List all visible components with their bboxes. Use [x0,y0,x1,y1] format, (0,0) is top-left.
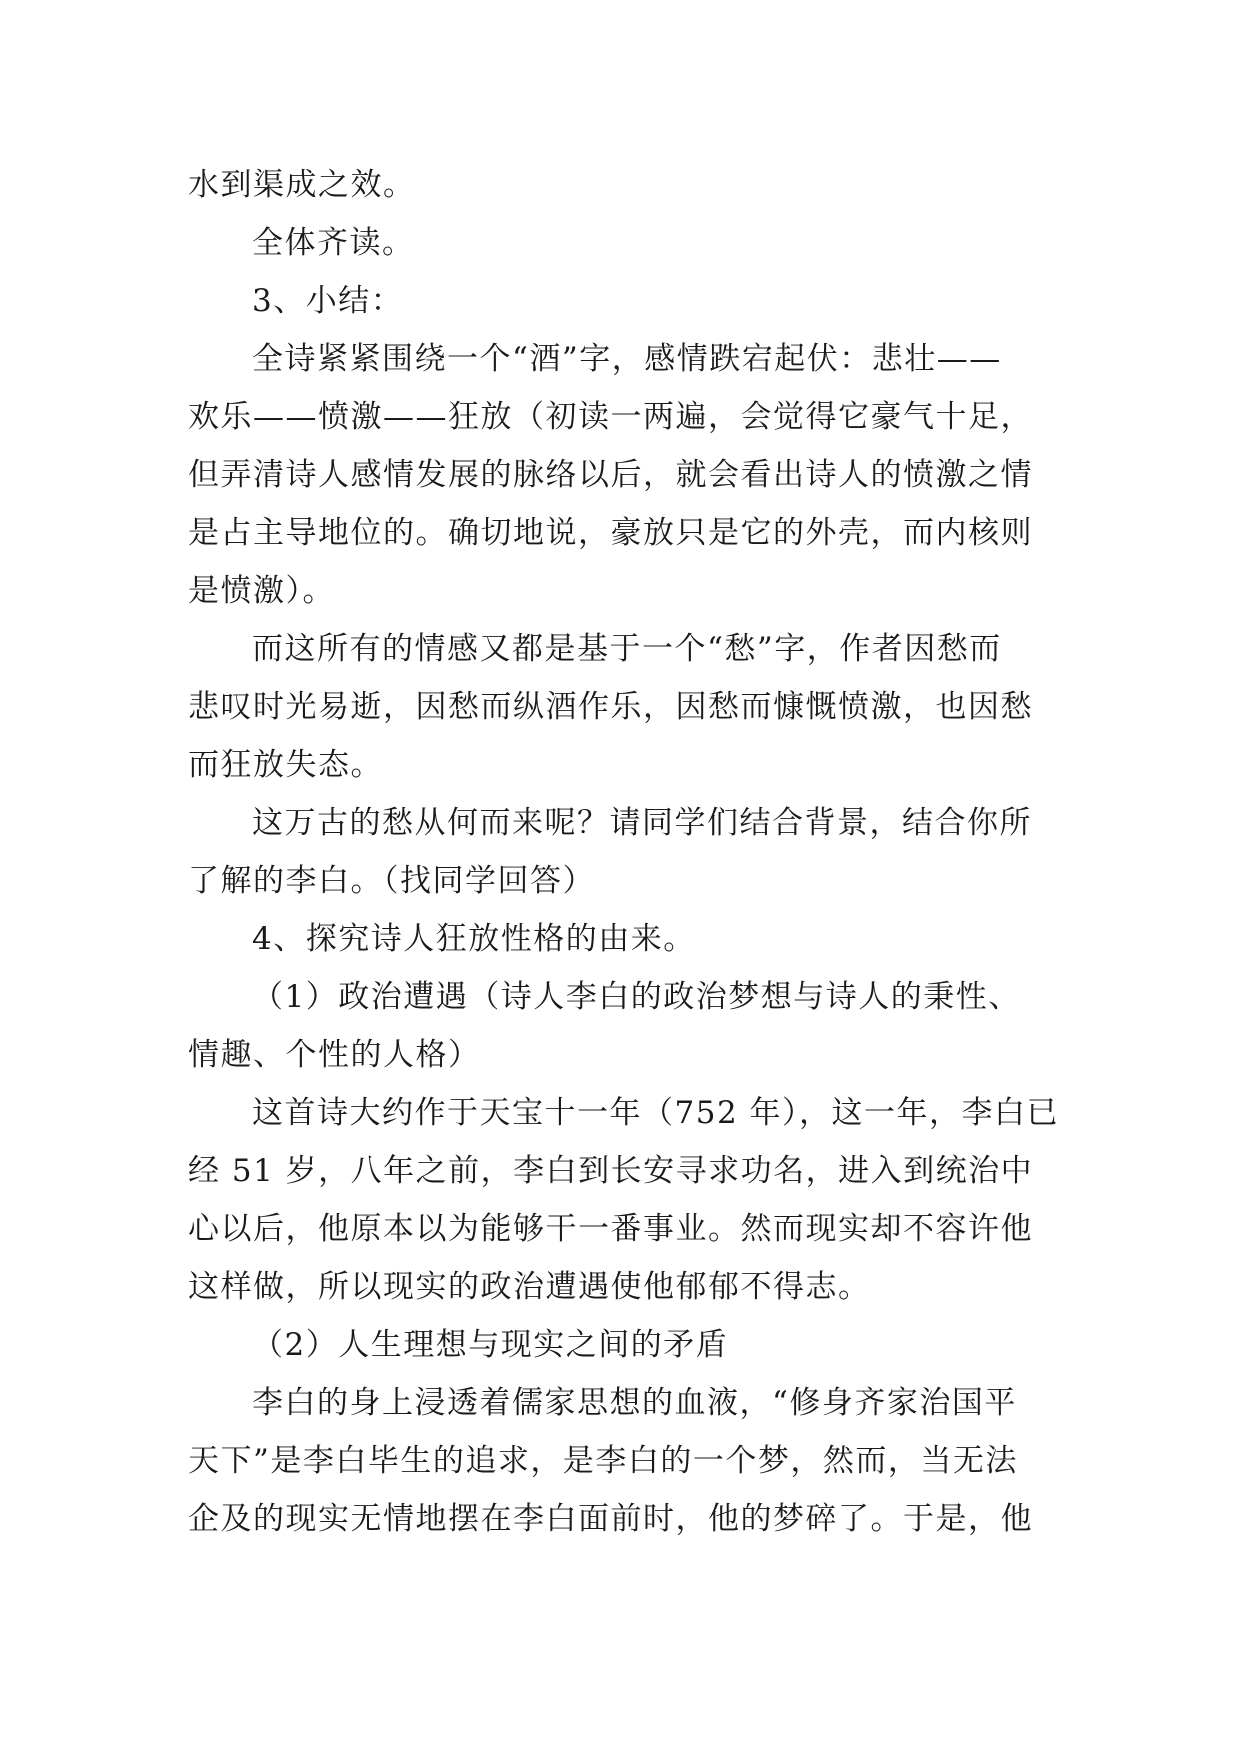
text-line: 欢乐——愤激——狂放（初读一两遍，会觉得它豪气十足， [188,399,1033,435]
text-line: 天下”是李白毕生的追求，是李白的一个梦，然而，当无法 [188,1443,1018,1479]
text-line: （2）人生理想与现实之间的矛盾 [252,1327,729,1363]
text-line: 悲叹时光易逝，因愁而纵酒作乐，因愁而慷慨愤激，也因愁 [188,689,1033,725]
text-line: 是占主导地位的。确切地说，豪放只是它的外壳，而内核则 [188,515,1033,551]
text-line: 情趣、个性的人格） [188,1037,481,1073]
text-line: 4、探究诗人狂放性格的由来。 [252,921,696,957]
text-line: 心以后，他原本以为能够干一番事业。然而现实却不容许他 [188,1211,1033,1247]
text-line: 是愤激）。 [188,573,335,609]
document-body [188,156,1068,1548]
text-line: 全诗紧紧围绕一个“酒”字，感情跌宕起伏：悲壮—— [252,341,1002,377]
text-line: 这万古的愁从何而来呢？请同学们结合背景，结合你所 [252,805,1032,841]
text-line: 这首诗大约作于天宝十一年（752 年），这一年，李白已 [252,1095,1060,1131]
text-line: 但弄清诗人感情发展的脉络以后，就会看出诗人的愤激之情 [188,457,1033,493]
text-line: 而这所有的情感又都是基于一个“愁”字，作者因愁而 [252,631,1002,667]
text-line: 全体齐读。 [252,225,415,261]
text-line: 企及的现实无情地摆在李白面前时，他的梦碎了。于是，他 [188,1501,1033,1537]
text-line: 水到渠成之效。 [188,167,416,203]
text-line: 3、小结： [252,283,404,319]
text-line: 而狂放失态。 [188,747,383,783]
text-line: 李白的身上浸透着儒家思想的血液，“修身齐家治国平 [252,1385,1017,1421]
text-line: 经 51 岁，八年之前，李白到长安寻求功名，进入到统治中 [188,1153,1034,1189]
text-line: 了解的李白。（找同学回答） [188,863,595,899]
text-line: 这样做，所以现实的政治遭遇使他郁郁不得志。 [188,1269,871,1305]
text-line: （1）政治遭遇（诗人李白的政治梦想与诗人的秉性、 [252,979,1021,1015]
